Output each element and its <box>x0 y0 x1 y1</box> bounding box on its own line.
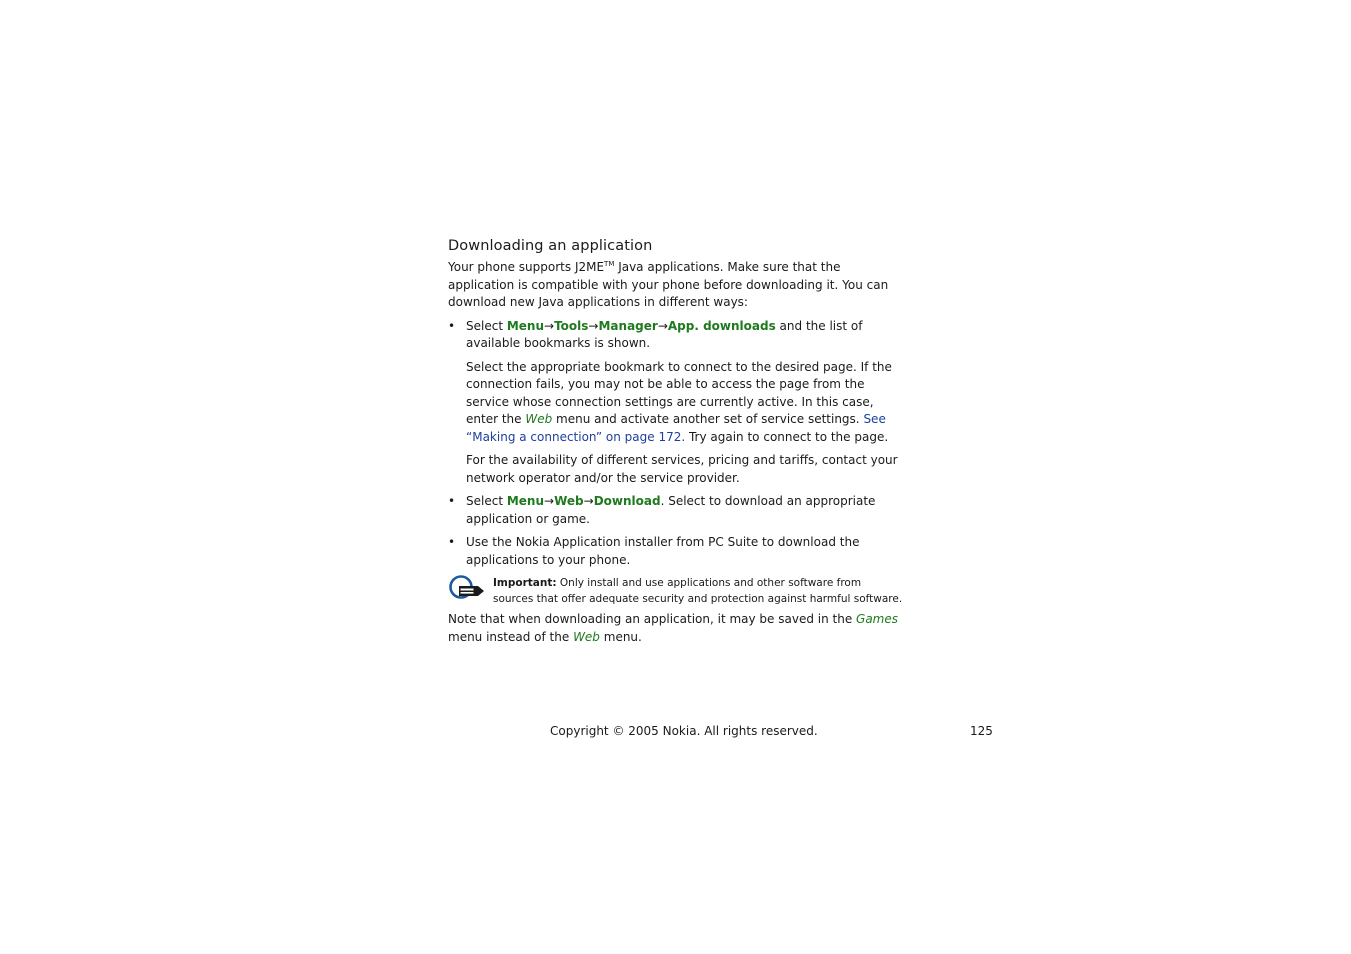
notice-label: Important: <box>493 577 557 589</box>
important-notice <box>448 575 904 607</box>
bullet-2-text: Select Menu→Web→Download. Select to download an appropriate application or game. <box>466 494 876 526</box>
list-item <box>448 493 904 528</box>
bullet-1-text: Select Menu→Tools→Manager→App. downloads and the list of available bookmarks is shown. <box>466 318 863 350</box>
bullet-marker: • <box>448 494 456 508</box>
menu-path-manager: Manager <box>598 318 658 333</box>
bullet-marker: • <box>448 535 456 549</box>
intro-paragraph: Your phone supports J2ME™ Java applications. Make sure that the application is compatible with your phone before downloading it. You can download new Java applications in different ways: <box>448 260 889 309</box>
closing-note: Note that when downloading an application, it may be saved in the Games menu instead of the Web menu. <box>448 612 899 644</box>
copyright-notice: Copyright © 2005 Nokia. All rights reserved. <box>550 724 818 738</box>
list-item <box>448 534 904 569</box>
bullet-1-availability-paragraph: For the availability of different services, pricing and tariffs, contact your network operator and/or the service provider. <box>466 453 898 485</box>
menu-path-menu: Menu <box>506 494 545 508</box>
cross-reference-link[interactable]: See “Making a connection” on page 172. <box>466 412 886 444</box>
arrow-icon: → <box>588 318 599 333</box>
web-menu-ref: Web <box>573 629 600 644</box>
web-menu-ref: Web <box>525 412 553 426</box>
section-title: Downloading an application <box>448 238 653 254</box>
page-number: 125 <box>970 724 993 738</box>
trademark-superscript: TM <box>604 260 615 268</box>
arrow-icon: → <box>657 318 668 333</box>
notice-text: Important: Only install and use applications and other software from sources that offer adequate security and protection against harmful software. <box>493 577 903 605</box>
list-item <box>448 318 904 488</box>
download-methods-list <box>448 318 904 570</box>
important-hand-icon <box>448 574 486 602</box>
games-menu-ref: Games <box>856 612 899 626</box>
menu-path-web: Web <box>554 494 584 508</box>
arrow-icon: → <box>583 494 594 508</box>
page-footer <box>0 721 1351 741</box>
bullet-1-bookmark-paragraph: Select the appropriate bookmark to connect to the desired page. If the connection fails, you may not be able to access the page from the service whose connection settings are currently active. In this case, enter the Web menu and activate another set of service settings. See “Making a connection” on page 172. Try again to connect to the page. <box>466 359 892 444</box>
arrow-icon: → <box>544 494 555 508</box>
menu-path-app-downloads: App. downloads <box>667 318 776 333</box>
menu-path-download: Download <box>593 494 661 508</box>
menu-path-tools: Tools <box>554 318 589 333</box>
bullet-marker: • <box>448 318 456 333</box>
bullet-3-text: Use the Nokia Application installer from PC Suite to download the applications to your phone. <box>466 535 860 567</box>
menu-path-menu: Menu <box>506 318 545 333</box>
arrow-icon: → <box>544 318 555 333</box>
page-content <box>448 236 904 646</box>
